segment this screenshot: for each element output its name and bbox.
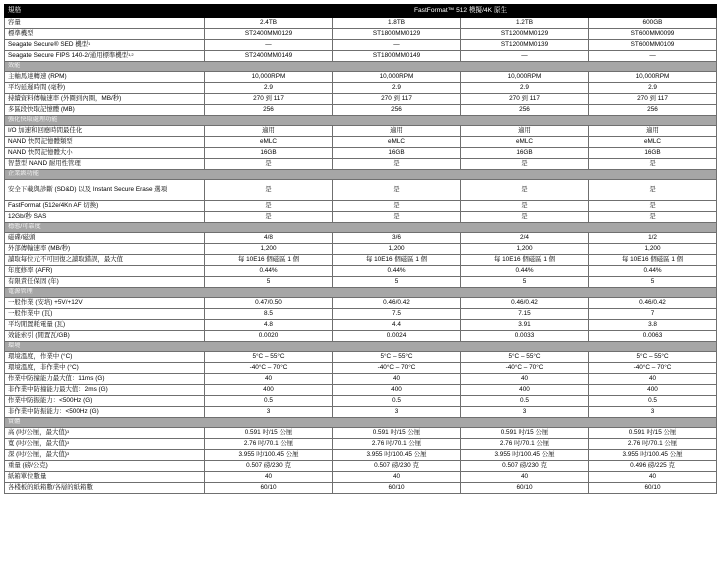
spec-value-cell: 0.44% — [589, 266, 717, 277]
spec-value-cell: ST1800MM0129 — [333, 29, 461, 40]
spec-row — [5, 29, 717, 40]
spec-row-label-text: 高 (吋/公厘，最大值) — [8, 428, 67, 436]
spec-value-cell: 60/10 — [333, 483, 461, 494]
spec-value-cell: 0.47/0.50 — [205, 298, 333, 309]
spec-value-cell: 0.5 — [333, 396, 461, 407]
spec-row — [5, 233, 717, 244]
spec-value-cell: 1.2TB — [461, 18, 589, 29]
spec-row-label — [5, 94, 205, 105]
spec-row-label — [5, 385, 205, 396]
section-header-row — [5, 418, 717, 428]
spec-value-cell: 270 到 117 — [205, 94, 333, 105]
spec-value-cell: 是 — [461, 201, 589, 212]
spec-row — [5, 51, 717, 62]
section-title: 強化快取處理功能 — [5, 116, 717, 126]
section-title: 實體 — [5, 418, 717, 428]
spec-value-cell: 適用 — [205, 126, 333, 137]
spec-row — [5, 320, 717, 331]
spec-value-cell: 270 到 117 — [461, 94, 589, 105]
spec-row-label-text: 寬 (吋/公厘，最大值) — [8, 439, 67, 447]
spec-row-label — [5, 72, 205, 83]
spec-value-cell: -40°C – 70°C — [461, 363, 589, 374]
spec-value-cell: 是 — [205, 212, 333, 223]
spec-value-cell: 60/10 — [461, 483, 589, 494]
spec-value-cell: 0.507 磅/230 克 — [461, 461, 589, 472]
spec-value-cell: 適用 — [333, 126, 461, 137]
spec-value-cell: 256 — [589, 105, 717, 116]
spec-value-cell: 5 — [589, 277, 717, 288]
spec-value-cell: 0.46/0.42 — [333, 298, 461, 309]
spec-value-cell: 0.591 吋/15 公厘 — [461, 428, 589, 439]
spec-value-cell: 1,200 — [333, 244, 461, 255]
spec-value-cell: 是 — [205, 201, 333, 212]
spec-value-cell: 40 — [461, 472, 589, 483]
spec-header-label: 規格 — [5, 5, 205, 18]
spec-value-cell: 16GB — [205, 148, 333, 159]
spec-row — [5, 159, 717, 170]
spec-value-cell: 4/8 — [205, 233, 333, 244]
spec-row-label-text: 各棧板的紙箱數/各層的紙箱數 — [8, 483, 93, 491]
spec-row-label-text: Seagate Secure® SED 機型 — [8, 40, 89, 48]
spec-value-cell: ST2400MM0129 — [205, 29, 333, 40]
footnote-marker: 3 — [66, 439, 70, 445]
spec-row-label-text: I/O 加速和回應時間最佳化 — [8, 126, 83, 134]
spec-value-cell: 0.0063 — [589, 331, 717, 342]
spec-value-cell: 是 — [205, 180, 333, 201]
spec-row-label-text: 重量 (磅/公克) — [8, 461, 48, 469]
spec-value-cell: 2.9 — [333, 83, 461, 94]
spec-value-cell: 3.955 吋/100.45 公厘 — [205, 450, 333, 461]
spec-value-cell: 0.5 — [461, 396, 589, 407]
spec-row-label-text: 外部傳輸速率 (MB/秒) — [8, 244, 71, 252]
spec-value-cell: 5°C – 55°C — [461, 352, 589, 363]
spec-value-cell: 每 10E16 個磁區 1 個 — [589, 255, 717, 266]
spec-row — [5, 212, 717, 223]
spec-value-cell: 0.0024 — [333, 331, 461, 342]
spec-value-cell: ST2400MM0149 — [205, 51, 333, 62]
spec-value-cell: 5 — [205, 277, 333, 288]
spec-row-label — [5, 137, 205, 148]
spec-value-cell: 0.591 吋/15 公厘 — [205, 428, 333, 439]
spec-value-cell: 是 — [589, 212, 717, 223]
spec-value-cell: 5 — [333, 277, 461, 288]
spec-value-cell: 256 — [333, 105, 461, 116]
spec-value-cell: 0.507 磅/230 克 — [205, 461, 333, 472]
spec-row-label — [5, 233, 205, 244]
spec-value-cell: 是 — [589, 201, 717, 212]
spec-row-label-text: 一般作業中 (瓦) — [8, 309, 53, 317]
spec-row — [5, 309, 717, 320]
spec-header-title: FastFormat™ 512 模擬/4K 原生 — [205, 5, 717, 18]
spec-value-cell: 是 — [333, 180, 461, 201]
spec-value-cell: 2.76 吋/70.1 公厘 — [589, 439, 717, 450]
spec-value-cell: 每 10E16 個磁區 1 個 — [333, 255, 461, 266]
footnote-marker: 3 — [66, 428, 70, 434]
spec-value-cell: 400 — [589, 385, 717, 396]
spec-row-label-text: 非作業中防撞能力最大值：2ms (G) — [8, 385, 108, 393]
spec-value-cell: 每 10E16 個磁區 1 個 — [461, 255, 589, 266]
spec-value-cell: 0.46/0.42 — [589, 298, 717, 309]
spec-row-label — [5, 363, 205, 374]
spec-value-cell: 1,200 — [461, 244, 589, 255]
spec-row — [5, 461, 717, 472]
spec-value-cell: 2.9 — [461, 83, 589, 94]
spec-row — [5, 201, 717, 212]
spec-value-cell: 是 — [461, 180, 589, 201]
spec-row-label — [5, 320, 205, 331]
spec-row-label — [5, 428, 205, 439]
spec-value-cell: 0.507 磅/230 克 — [333, 461, 461, 472]
spec-value-cell: 5 — [461, 277, 589, 288]
spec-row-label — [5, 277, 205, 288]
spec-row-label — [5, 244, 205, 255]
spec-value-cell: 3 — [205, 407, 333, 418]
spec-row-label — [5, 450, 205, 461]
spec-value-cell: 1/2 — [589, 233, 717, 244]
spec-value-cell: 8.5 — [205, 309, 333, 320]
spec-value-cell: -40°C – 70°C — [333, 363, 461, 374]
spec-row-label-text: 多區段快取記憶體 (MB) — [8, 105, 75, 113]
spec-value-cell: 3 — [461, 407, 589, 418]
spec-value-cell: 3.955 吋/100.45 公厘 — [461, 450, 589, 461]
spec-value-cell: 4.4 — [333, 320, 461, 331]
spec-row-label — [5, 266, 205, 277]
spec-row — [5, 126, 717, 137]
spec-row — [5, 244, 717, 255]
spec-row-label-text: FastFormat (512e/4Kn AF 切換) — [8, 201, 99, 209]
spec-value-cell: 270 到 117 — [589, 94, 717, 105]
spec-value-cell: 1.8TB — [333, 18, 461, 29]
spec-value-cell: 2.76 吋/70.1 公厘 — [333, 439, 461, 450]
spec-value-cell: ST600MM0099 — [589, 29, 717, 40]
spec-value-cell: 0.44% — [205, 266, 333, 277]
section-header-row — [5, 62, 717, 72]
spec-table — [4, 4, 717, 494]
spec-value-cell: 0.591 吋/15 公厘 — [589, 428, 717, 439]
spec-value-cell: 0.0033 — [461, 331, 589, 342]
spec-value-cell: 40 — [589, 374, 717, 385]
section-header-row — [5, 342, 717, 352]
spec-value-cell: -40°C – 70°C — [589, 363, 717, 374]
spec-row — [5, 94, 717, 105]
spec-value-cell: — — [461, 51, 589, 62]
spec-value-cell: 是 — [333, 201, 461, 212]
spec-value-cell: 400 — [461, 385, 589, 396]
spec-row — [5, 483, 717, 494]
spec-value-cell: 0.5 — [205, 396, 333, 407]
spec-value-cell: 3/6 — [333, 233, 461, 244]
spec-value-cell: 3.8 — [589, 320, 717, 331]
spec-value-cell: 7.5 — [333, 309, 461, 320]
footnote-marker: 1 — [88, 40, 91, 46]
spec-row-label — [5, 18, 205, 29]
spec-row — [5, 450, 717, 461]
spec-value-cell: 40 — [333, 472, 461, 483]
spec-row-label — [5, 40, 205, 51]
spec-row — [5, 331, 717, 342]
spec-row-label — [5, 331, 205, 342]
spec-value-cell: 0.46/0.42 — [461, 298, 589, 309]
spec-value-cell: 7 — [589, 309, 717, 320]
spec-value-cell: 40 — [333, 374, 461, 385]
spec-row — [5, 352, 717, 363]
spec-value-cell: 10,000RPM — [461, 72, 589, 83]
spec-row-label-text: 持續資料傳輸速率 (外圈到內圈，MB/秒) — [8, 94, 122, 102]
spec-row-label-text: NAND 快閃記憶體大小 — [8, 148, 73, 156]
spec-row-label — [5, 29, 205, 40]
spec-value-cell: 5°C – 55°C — [333, 352, 461, 363]
spec-row-label-text: 環境溫度，作業中 (°C) — [8, 352, 73, 360]
spec-value-cell: — — [589, 51, 717, 62]
spec-row-label — [5, 374, 205, 385]
spec-value-cell: 256 — [461, 105, 589, 116]
spec-row-label-text: 智慧型 NAND 耐用性管理 — [8, 159, 81, 167]
spec-value-cell: — — [205, 40, 333, 51]
spec-value-cell: 2.9 — [205, 83, 333, 94]
spec-row-label-text: 環境溫度，非作業中 (°C) — [8, 363, 79, 371]
spec-value-cell: 2.9 — [589, 83, 717, 94]
spec-row-label-text: 年度修率 (AFR) — [8, 266, 53, 274]
section-header-row — [5, 170, 717, 180]
spec-row — [5, 18, 717, 29]
spec-row — [5, 298, 717, 309]
section-header-row — [5, 288, 717, 298]
spec-row-label — [5, 83, 205, 94]
spec-row — [5, 428, 717, 439]
spec-row-label-text: 容量 — [8, 18, 21, 26]
spec-value-cell: 0.44% — [333, 266, 461, 277]
spec-value-cell: 3 — [333, 407, 461, 418]
spec-value-cell: 適用 — [461, 126, 589, 137]
spec-row — [5, 277, 717, 288]
spec-value-cell: 3.955 吋/100.45 公厘 — [589, 450, 717, 461]
spec-value-cell: 60/10 — [205, 483, 333, 494]
spec-value-cell: -40°C – 70°C — [205, 363, 333, 374]
spec-value-cell: 是 — [333, 212, 461, 223]
spec-row-label-text: NAND 快閃記憶體類型 — [8, 137, 73, 145]
spec-row — [5, 396, 717, 407]
spec-value-cell: 3.955 吋/100.45 公厘 — [333, 450, 461, 461]
spec-row — [5, 180, 717, 201]
spec-value-cell: 0.496 磅/225 克 — [589, 461, 717, 472]
spec-row-label-text: 平均延遲時間 (毫秒) — [8, 83, 66, 91]
spec-value-cell: 10,000RPM — [333, 72, 461, 83]
spec-row-label — [5, 352, 205, 363]
spec-value-cell: 每 10E16 個磁區 1 個 — [205, 255, 333, 266]
spec-value-cell: 16GB — [589, 148, 717, 159]
spec-value-cell: 60/10 — [589, 483, 717, 494]
spec-row-label — [5, 201, 205, 212]
spec-value-cell: ST1800MM0149 — [333, 51, 461, 62]
spec-row — [5, 266, 717, 277]
spec-value-cell: 1,200 — [205, 244, 333, 255]
spec-value-cell: 是 — [333, 159, 461, 170]
spec-row — [5, 407, 717, 418]
spec-value-cell: eMLC — [205, 137, 333, 148]
spec-value-cell: ST1200MM0139 — [461, 40, 589, 51]
spec-row — [5, 105, 717, 116]
spec-value-cell: 256 — [205, 105, 333, 116]
section-header-row — [5, 116, 717, 126]
spec-value-cell: 1,200 — [589, 244, 717, 255]
spec-value-cell: 2/4 — [461, 233, 589, 244]
footnote-marker: 1,2 — [128, 51, 134, 57]
spec-value-cell: 是 — [205, 159, 333, 170]
spec-row-label-text: 效能索引 (閒置瓦/GB) — [8, 331, 70, 339]
spec-row-label — [5, 51, 205, 62]
spec-row — [5, 255, 717, 266]
spec-table-body — [5, 5, 717, 494]
spec-value-cell: ST600MM0109 — [589, 40, 717, 51]
section-title: 穩態/可靠度 — [5, 223, 717, 233]
spec-row-label-text: Seagate Secure FIPS 140-2/通用標準機型 — [8, 51, 129, 59]
spec-value-cell: 400 — [333, 385, 461, 396]
section-title: 效能 — [5, 62, 717, 72]
spec-row-label — [5, 212, 205, 223]
spec-value-cell: 400 — [205, 385, 333, 396]
spec-value-cell: 2.4TB — [205, 18, 333, 29]
spec-row-label-text: 紙箱單位數量 — [8, 472, 47, 480]
spec-row — [5, 439, 717, 450]
spec-row-label-text: 讀取每位元不可回復之讀取錯誤，最大值 — [8, 255, 124, 263]
spec-row-label — [5, 309, 205, 320]
spec-value-cell: 16GB — [461, 148, 589, 159]
spec-value-cell: 5°C – 55°C — [205, 352, 333, 363]
spec-row-label — [5, 439, 205, 450]
spec-row-label-text: 主軸馬達轉速 (RPM) — [8, 72, 67, 80]
spec-row-label-text: 作業中防撞能力最大值：11ms (G) — [8, 374, 105, 382]
spec-value-cell: 40 — [205, 472, 333, 483]
spec-value-cell: eMLC — [333, 137, 461, 148]
spec-row — [5, 374, 717, 385]
spec-value-cell: 16GB — [333, 148, 461, 159]
section-title: 環境 — [5, 342, 717, 352]
spec-row — [5, 363, 717, 374]
spec-value-cell: 是 — [589, 180, 717, 201]
spec-value-cell: eMLC — [589, 137, 717, 148]
spec-value-cell: — — [333, 40, 461, 51]
spec-header-row — [5, 5, 717, 18]
spec-value-cell: 0.591 吋/15 公厘 — [333, 428, 461, 439]
spec-row-label — [5, 396, 205, 407]
spec-row — [5, 385, 717, 396]
spec-row-label — [5, 180, 205, 201]
spec-row — [5, 72, 717, 83]
spec-value-cell: 5°C – 55°C — [589, 352, 717, 363]
spec-value-cell: 270 到 117 — [333, 94, 461, 105]
spec-row-label — [5, 159, 205, 170]
spec-row-label-text: 磁碟/磁頭 — [8, 233, 36, 241]
spec-row — [5, 472, 717, 483]
spec-value-cell: 0.0020 — [205, 331, 333, 342]
spec-row — [5, 40, 717, 51]
spec-value-cell: ST1200MM0129 — [461, 29, 589, 40]
spec-value-cell: 是 — [461, 159, 589, 170]
spec-value-cell: 3.91 — [461, 320, 589, 331]
footnote-marker: 3 — [66, 450, 70, 456]
spec-value-cell: 4.8 — [205, 320, 333, 331]
spec-row-label-text: 作業中防振能力：<500Hz (G) — [8, 396, 93, 404]
spec-value-cell: eMLC — [461, 137, 589, 148]
spec-row-label — [5, 483, 205, 494]
spec-value-cell: 3 — [589, 407, 717, 418]
spec-value-cell: 0.44% — [461, 266, 589, 277]
spec-row-label-text: 非作業中防振能力：<500Hz (G) — [8, 407, 99, 415]
section-title: 企業級功能 — [5, 170, 717, 180]
spec-value-cell: 0.5 — [589, 396, 717, 407]
spec-value-cell: 是 — [589, 159, 717, 170]
spec-row-label — [5, 461, 205, 472]
spec-row-label — [5, 472, 205, 483]
spec-value-cell: 40 — [205, 374, 333, 385]
spec-row-label — [5, 126, 205, 137]
spec-value-cell: 2.76 吋/70.1 公厘 — [205, 439, 333, 450]
spec-row — [5, 148, 717, 159]
spec-value-cell: 10,000RPM — [205, 72, 333, 83]
spec-row-label-text: 有限責任保固 (年) — [8, 277, 59, 285]
spec-value-cell: 7.15 — [461, 309, 589, 320]
spec-row-label — [5, 298, 205, 309]
spec-value-cell: 是 — [461, 212, 589, 223]
spec-value-cell: 10,000RPM — [589, 72, 717, 83]
spec-row — [5, 137, 717, 148]
spec-row-label-text: 深 (吋/公厘，最大值) — [8, 450, 67, 458]
spec-row-label-text: 安全下載與診斷 (SD&D) 以及 Instant Secure Erase 選項 — [8, 186, 168, 193]
spec-row-label-text: 一般作業 (安培) +5V/+12V — [8, 298, 83, 306]
section-title: 電源管理 — [5, 288, 717, 298]
spec-row-label — [5, 105, 205, 116]
section-header-row — [5, 223, 717, 233]
spec-row-label-text: 標準機型 — [8, 29, 34, 37]
spec-row-label-text: 平均閒置耗電量 (瓦) — [8, 320, 66, 328]
spec-value-cell: 適用 — [589, 126, 717, 137]
spec-value-cell: 2.76 吋/70.1 公厘 — [461, 439, 589, 450]
spec-row-label — [5, 407, 205, 418]
spec-row-label — [5, 255, 205, 266]
spec-value-cell: 600GB — [589, 18, 717, 29]
spec-row — [5, 83, 717, 94]
spec-value-cell: 40 — [589, 472, 717, 483]
spec-row-label-text: 12Gb/秒 SAS — [8, 212, 47, 220]
spec-value-cell: 40 — [461, 374, 589, 385]
spec-row-label — [5, 148, 205, 159]
